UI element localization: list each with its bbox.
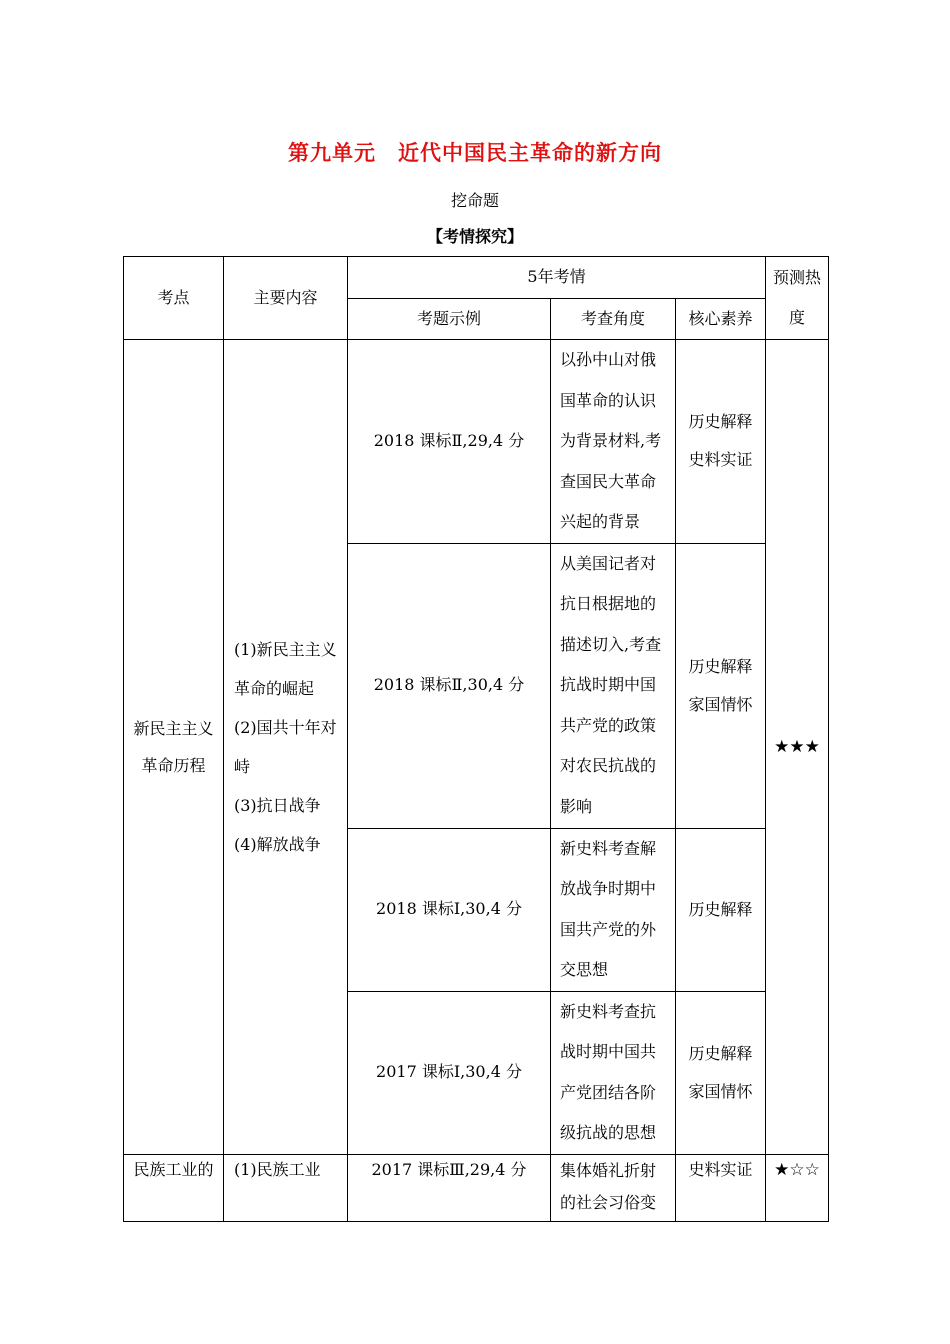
header-literacy: 核心素养 (676, 298, 766, 340)
literacy-cell (676, 991, 766, 1154)
literacy-item: 历史解释 (688, 412, 753, 432)
topic-cell: 新民主主义革命历程 (124, 340, 224, 1155)
angle-cell: 从美国记者对抗日根据地的描述切入,考查抗战时期中国共产党的政策对农民抗战的影响 (551, 543, 676, 828)
exam-analysis-table (123, 256, 829, 1222)
heat-rating: ★★★ (766, 340, 829, 1155)
angle-cell: 新史料考查解放战争时期中国共产党的外交思想 (551, 828, 676, 991)
literacy-item: 历史解释 (688, 899, 753, 919)
example-cell: 2018 课标Ⅱ,30,4 分 (348, 543, 551, 828)
example-cell: 2018 课标Ⅱ,29,4 分 (348, 340, 551, 544)
table-row (124, 340, 829, 544)
content-cell (224, 340, 348, 1155)
literacy-item: 历史解释 (688, 656, 753, 676)
literacy-item: 家国情怀 (688, 1081, 753, 1101)
literacy-item: 历史解释 (688, 1043, 753, 1063)
header-five-years: 5年考情 (348, 257, 766, 299)
literacy-item: 史料实证 (688, 450, 753, 470)
content-item: (1)新民主主义革命的崛起 (234, 639, 337, 698)
angle-cell: 新史料考查抗战时期中国共产党团结各阶级抗战的思想 (551, 991, 676, 1154)
table-row (124, 1154, 829, 1221)
page-title: 第九单元 近代中国民主革命的新方向 (288, 140, 662, 165)
example-cell: 2017 课标Ⅰ,30,4 分 (348, 991, 551, 1154)
angle-cell: 以孙中山对俄国革命的认识为背景材料,考查国民大革命兴起的背景 (551, 340, 676, 544)
header-angle: 考查角度 (551, 298, 676, 340)
content-item: (3)抗日战争 (234, 795, 321, 815)
subtitle: 挖命题 (450, 191, 499, 210)
header-content: 主要内容 (224, 257, 348, 340)
content-item: (4)解放战争 (234, 834, 321, 854)
example-cell: 2017 课标Ⅲ,29,4 分 (348, 1154, 551, 1221)
heat-rating: ★☆☆ (766, 1154, 829, 1221)
header-topic: 考点 (124, 257, 224, 340)
content-item: (2)国共十年对峙 (234, 717, 337, 776)
header-heat: 预测热度 (766, 257, 829, 340)
section-heading: 【考情探究】 (426, 227, 523, 246)
literacy-cell (676, 828, 766, 991)
content-cell: (1)民族工业 (224, 1154, 348, 1221)
example-cell: 2018 课标Ⅰ,30,4 分 (348, 828, 551, 991)
literacy-cell (676, 340, 766, 544)
topic-cell: 民族工业的 (124, 1154, 224, 1221)
literacy-cell (676, 543, 766, 828)
literacy-cell: 史料实证 (676, 1154, 766, 1221)
angle-cell: 集体婚礼折射的社会习俗变 (551, 1154, 676, 1221)
header-example: 考题示例 (348, 298, 551, 340)
literacy-item: 家国情怀 (688, 694, 753, 714)
